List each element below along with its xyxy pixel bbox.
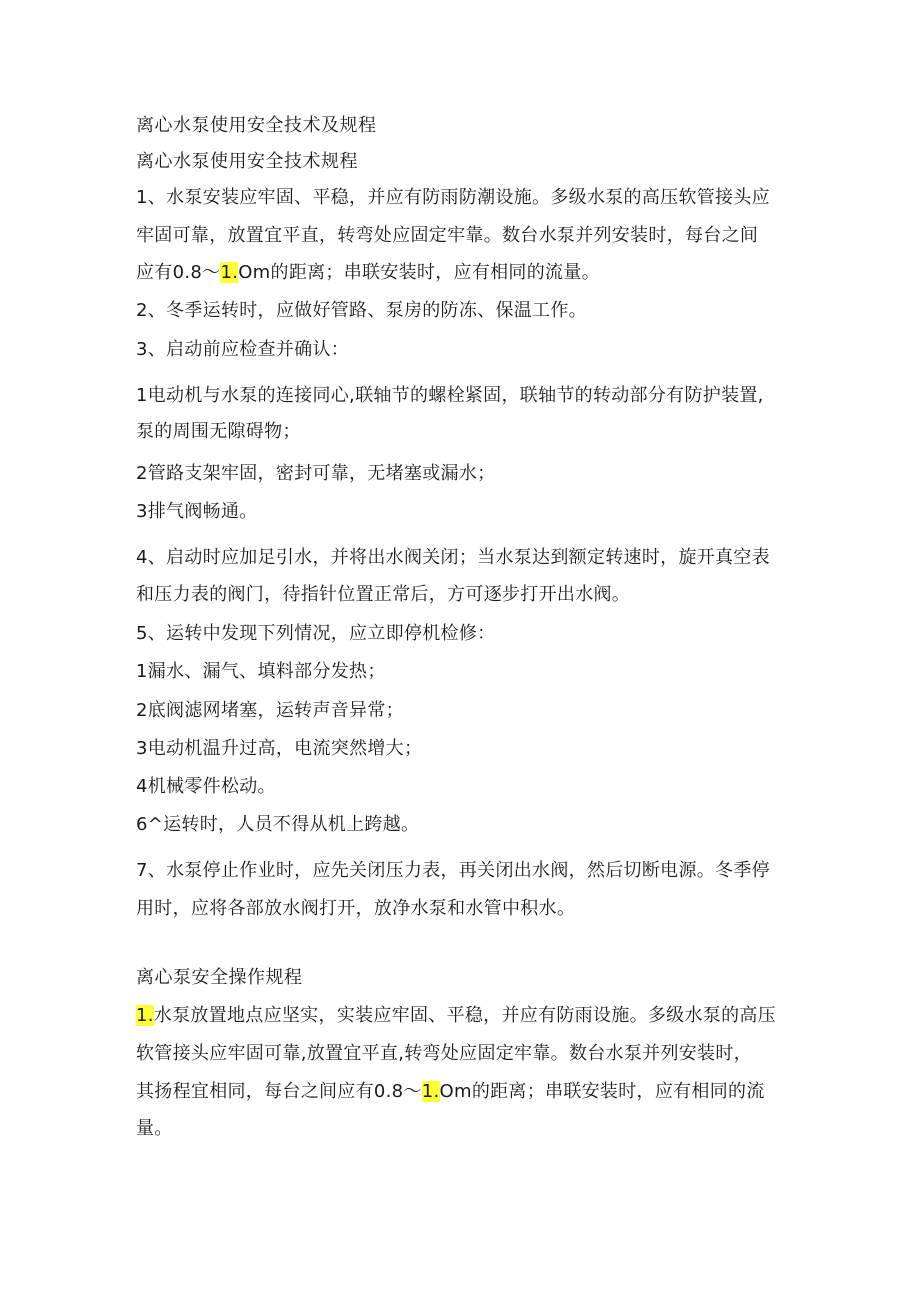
paragraph-line: 5、运转中发现下列情况，应立即停机检修： [136,623,496,644]
text-run: 其扬程宜相同，每台之间应有0.8～ [136,1081,422,1102]
paragraph-line: 量。 [136,1118,173,1139]
paragraph-line: 1、水泵安装应牢固、平稳，并应有防雨防潮设施。多级水泵的高压软管接头应 [136,187,770,208]
highlighted-text: 1. [136,1005,154,1026]
list-item: 泵的周围无隙碍物； [136,421,301,442]
paragraph-line [136,261,600,285]
text-run: Om的距离；串联安装时，应有相同的流量。 [238,262,600,283]
text-run: Om的距离；串联安装时，应有相同的流 [439,1081,765,1102]
paragraph-line: 用时，应将各部放水阀打开，放净水泵和水管中积水。 [136,898,576,919]
paragraph-line [136,1004,776,1028]
list-item: 1漏水、漏气、填料部分发热； [136,661,386,682]
text-run: 水泵放置地点应坚实，实装应牢固、平稳，并应有防雨设施。多级水泵的高压 [153,1005,776,1026]
list-item: 3电动机温升过高，电流突然增大； [136,738,423,759]
paragraph-line: 牢固可靠，放置宜平直，转弯处应固定牢靠。数台水泵并列安装时，每台之间 [136,225,759,246]
document-title: 离心水泵使用安全技术及规程 [136,115,377,136]
paragraph-line: 4、启动时应加足引水，并将出水阀关闭；当水泵达到额定转速时，旋开真空表 [136,547,770,568]
list-item: 2管路支架牢固，密封可靠，无堵塞或漏水； [136,463,496,484]
paragraph-line [136,1080,765,1104]
list-item: 2底阀滤网堵塞，运转声音异常； [136,700,404,721]
section-title: 离心泵安全操作规程 [136,967,303,988]
paragraph-line: 2、冬季运转时，应做好管路、泵房的防冻、保温工作。 [136,300,587,321]
text-run: 应有0.8～ [136,262,221,283]
paragraph-line: 6^运转时，人员不得从机上跨越。 [136,814,420,835]
highlighted-text: 1. [421,1081,440,1102]
list-item: 3排气阀畅通。 [136,501,258,522]
paragraph-line: 7、水泵停止作业时，应先关闭压力表，再关闭出水阀，然后切断电源。冬季停 [136,860,770,881]
paragraph-line: 3、启动前应检查并确认： [136,339,350,360]
paragraph-line: 软管接头应牢固可靠,放置宜平直,转弯处应固定牢靠。数台水泵并列安装时， [136,1043,752,1064]
highlighted-text: 1. [220,262,239,283]
list-item: 1电动机与水泵的连接同心,联轴节的螺栓紧固，联轴节的转动部分有防护装置, [136,385,764,406]
paragraph-line: 和压力表的阀门，待指针位置正常后，方可逐步打开出水阀。 [136,584,631,605]
section-title: 离心水泵使用安全技术规程 [136,151,358,172]
list-item: 4机械零件松动。 [136,776,276,797]
